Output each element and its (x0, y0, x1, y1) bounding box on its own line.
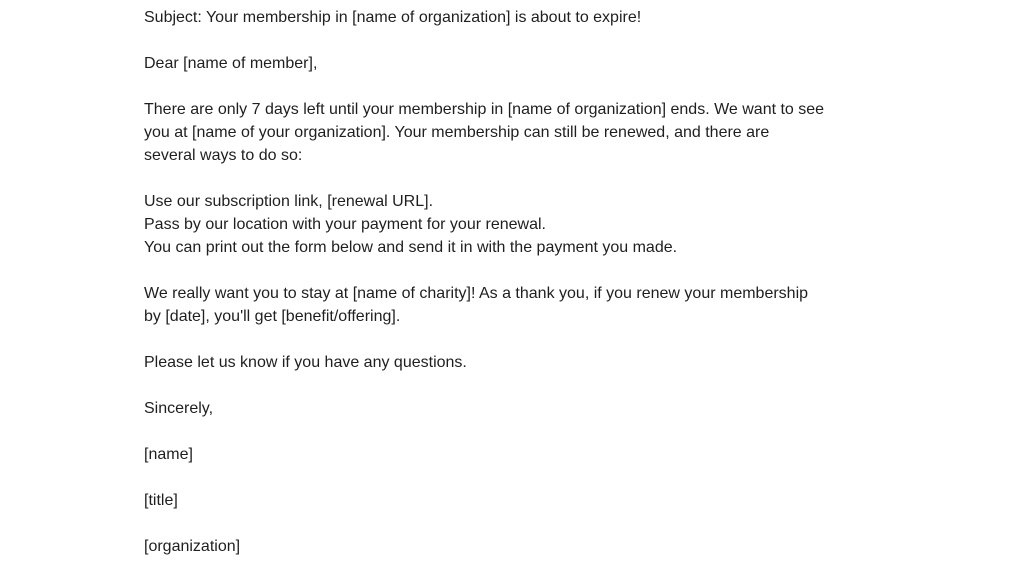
closing-line: Sincerely, (144, 400, 214, 417)
renewal-option: You can print out the form below and send it in with the payment you made. (144, 239, 678, 256)
renewal-options (144, 190, 904, 259)
offer-line: by [date], you'll get [benefit/offering]. (144, 308, 401, 325)
signature-title: [title] (144, 492, 178, 509)
email-body (144, 6, 904, 581)
signature-organization: [organization] (144, 538, 241, 555)
intro-line: There are only 7 days left until your membership in [name of organization] ends. We want to see (144, 101, 825, 118)
email-greeting: Dear [name of member], (144, 55, 318, 72)
offer-line: We really want you to stay at [name of charity]! As a thank you, if you renew your membership (144, 285, 809, 302)
intro-line: you at [name of your organization]. Your membership can still be renewed, and there are (144, 124, 770, 141)
questions-line: Please let us know if you have any questions. (144, 354, 467, 371)
renewal-option: Pass by our location with your payment for your renewal. (144, 216, 546, 233)
signature-name: [name] (144, 446, 193, 463)
offer-paragraph (144, 282, 904, 328)
renewal-option: Use our subscription link, [renewal URL]. (144, 193, 434, 210)
intro-paragraph (144, 98, 904, 167)
intro-line: several ways to do so: (144, 147, 303, 164)
email-subject: Subject: Your membership in [name of organization] is about to expire! (144, 9, 642, 26)
